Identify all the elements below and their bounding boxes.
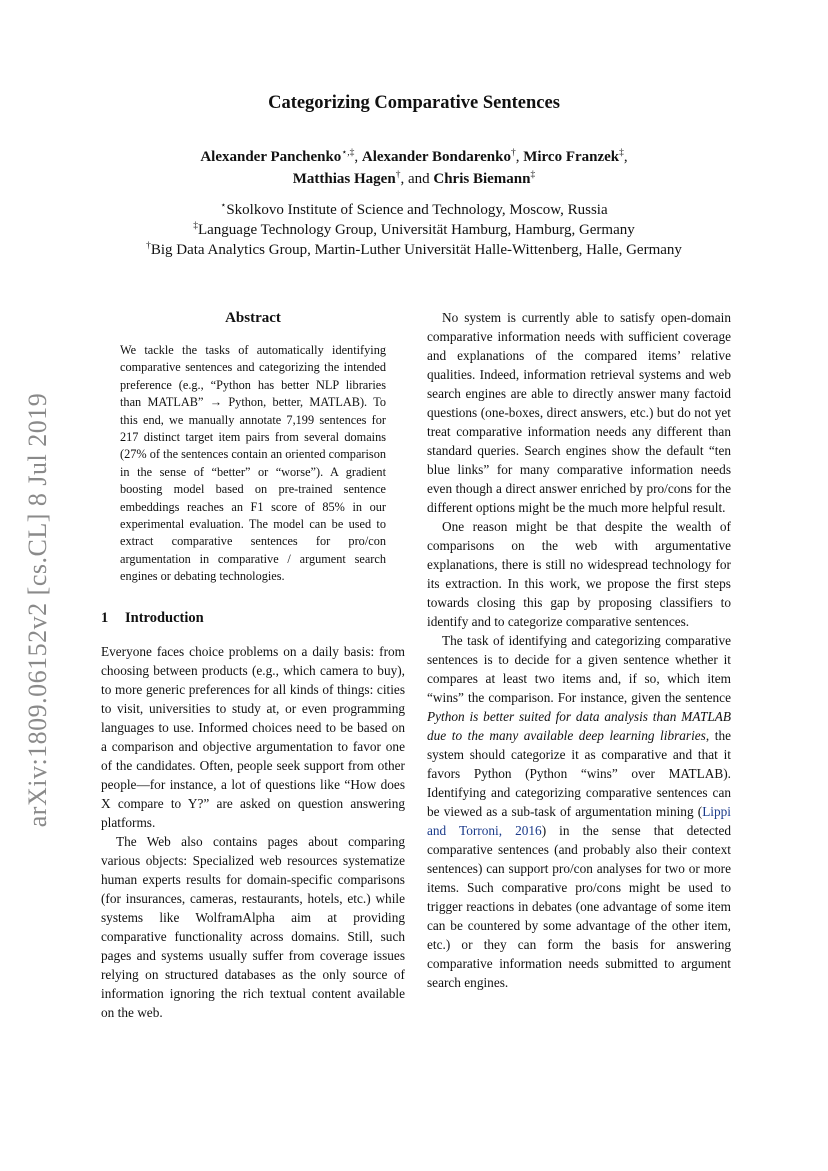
paragraph-text: , the system should categorize it as comparative and that it favors Python (Python “wins” over MATLAB). Identifying and categorizing comparative sentences can be viewed as a sub-task of argumentation mining ( [427, 728, 731, 819]
paper-title: Categorizing Comparative Sentences [268, 93, 560, 113]
author-affil-mark: † [510, 148, 516, 158]
affiliation-mark: ‡ [193, 221, 198, 231]
author-name: Chris Biemann [433, 171, 531, 187]
section-title: Introduction [125, 609, 204, 626]
affiliation [0, 240, 828, 260]
section-number: 1 [101, 609, 109, 626]
paragraph: Everyone faces choice problems on a daily basis: from choosing between products (e.g., which camera to buy), to more generic preferences for all kinds of things: cities to visit, universities to study at, or even programming languages to use. Informed choices need to be based on a comparison and objective argumentation to favor one of the candidates. Often, people seek support from other people—for instance, a lot of questions like “How does X compare to Y?” are asked on question answering platforms. [101, 643, 405, 830]
author-affil-mark: ‡ [619, 148, 624, 158]
author-list: Alexander Panchenko⋆,‡, Alexander Bondarenko†, Mirco Franzek‡, Matthias Hagen†, and Chris Biemann‡ [200, 148, 628, 187]
paragraph-text: The task of identifying and categorizing comparative sentences is to decide for a given sentence whether it compares at least two items and, if so, which item “wins” the comparison. For instance, given the sentence [427, 633, 731, 705]
affiliation-text: Language Technology Group, Universität Hamburg, Hamburg, Germany [197, 222, 635, 238]
author-affil-mark: † [395, 170, 401, 180]
section-heading [101, 608, 405, 628]
affiliation-list [0, 200, 828, 260]
arxiv-id: arXiv:1809.06152v2 [cs.CL] 8 Jul 2019 [23, 392, 52, 828]
author-name: Alexander Bondarenko [361, 149, 511, 165]
affiliation-mark: † [146, 241, 151, 251]
affiliation-text: Skolkovo Institute of Science and Technology, Moscow, Russia [226, 202, 608, 218]
abstract-heading: Abstract [225, 310, 281, 326]
author-conjunction: , and [400, 171, 434, 187]
example-sentence: Python is better suited for data analysis than MATLAB due to the many available deep learning libraries [427, 709, 731, 743]
arxiv-stamp [18, 380, 58, 840]
author-name: Mirco Franzek [523, 149, 620, 165]
paragraph [427, 631, 731, 992]
paragraph-text: ) in the sense that detected comparative sentences (and probably also their context sentences) can support pro/con analyses for two or more items. Such comparative pro/cons might be used to trigger reactions in debates (one advantage of some item can be countered by some advantage of the other item, etc.) or they can form the basis for answering comparative information needs submitted to argument search engines. [427, 823, 732, 990]
right-column [427, 308, 731, 992]
affiliation [0, 220, 828, 240]
affiliation [0, 200, 828, 220]
left-column [101, 308, 405, 1022]
author-affil-mark: ⋆,‡ [341, 148, 355, 158]
affiliation-text: Big Data Analytics Group, Martin-Luther Universität Halle-Wittenberg, Halle, Germany [150, 242, 682, 258]
affiliation-mark: ⋆ [220, 201, 227, 211]
paragraph: The Web also contains pages about comparing various objects: Specialized web resources systematize human experts results for domain-specific comparisons (for insurances, cameras, restaurants, hotels, etc.) while systems like WolframAlpha aim at providing comparative functionality across domains. Still, such pages and systems usually suffer from coverage issues relying on structured databases as the only source of information ignoring the rich textual content available on the web. [101, 833, 405, 1020]
author-name: Matthias Hagen [292, 171, 396, 187]
paragraph: One reason might be that despite the wealth of comparisons on the web with argumentative explanations, there is still no widespread technology for its extraction. In this work, we propose the first steps towards closing this gap by proposing classifiers to identify and to categorize comparative sentences. [427, 519, 731, 629]
abstract-text: We tackle the tasks of automatically identifying comparative sentences and categorizing the intended preference (e.g., “Python has better NLP libraries than MATLAB” → Python, better, MATLAB). To this end, we manually annotate 7,199 sentences for 217 distinct target item pairs from several domains (27% of the sentences contain an oriented comparison in the sense of “better” or “worse”). A gradient boosting model based on pre-trained sentence embeddings reaches an F1 score of 85% in our experimental evaluation. The model can be used to extract comparative sentences for pro/con argumentation in comparative / argument search engines or debating technologies. [120, 343, 386, 584]
author-name: Alexander Panchenko [200, 149, 342, 165]
paragraph: No system is currently able to satisfy open-domain comparative information needs with sufficient coverage and explanations of the compared items’ relative qualities. Indeed, information retrieval systems and web search engines are able to directly answer many factoid questions (one-boxes, direct answers, etc.) but do not yet treat comparative information needs any different than standard queries. Search engines show the default “ten blue links” for many comparative information needs even though a direct answer enriched by pro/cons for the different options might be the much more helpful result. [427, 310, 731, 515]
author-affil-mark: ‡ [530, 170, 536, 180]
citation-link[interactable]: Lippi and Torroni, 2016 [427, 804, 731, 838]
